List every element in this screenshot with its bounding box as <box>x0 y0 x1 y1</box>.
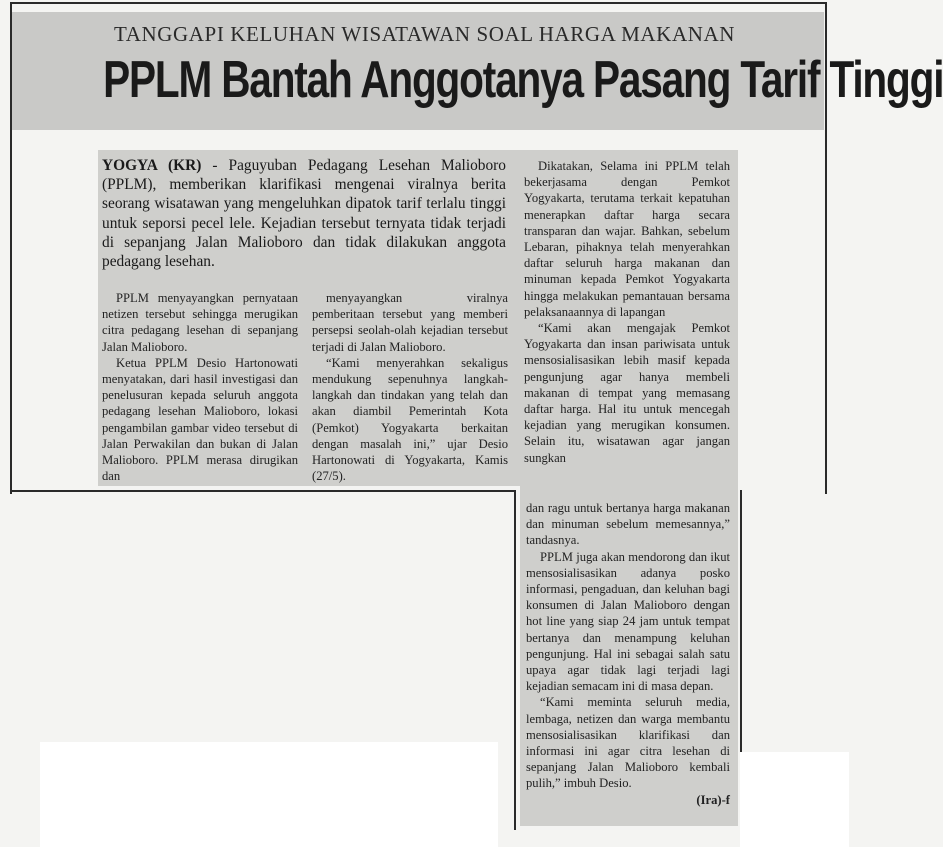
headline: PPLM Bantah Anggotanya Pasang Tarif Tinggi <box>103 51 943 109</box>
paragraph: “Kami akan mengajak Pemkot Yogyakarta dan insan pariwisata untuk mensosialisasikan lebih masif kepada pengunjung agar hanya membeli makanan di tempat yang memasang daftar harga. Hal itu untuk mencegah kejadian yang merugikan konsumen. Selain itu, wisatawan agar jangan sungkan <box>524 321 730 465</box>
body-column-3 <box>524 158 730 466</box>
paragraph: PPLM menyayangkan pernyataan netizen tersebut sehingga merugikan citra pedagang lesehan di sepanjang Jalan Malioboro. <box>102 291 298 354</box>
body-column-1 <box>102 290 298 484</box>
paragraph: PPLM juga akan mendorong dan ikut mensosialisasikan adanya posko informasi, pengaduan, dan keluhan bagi konsumen di Jalan Malioboro dengan hot line yang siap 24 jam untuk tempat bertanya dan menampung keluhan pengunjung. Hal ini sebagai salah satu upaya agar tidak lagi terjadi lagi kejadian semacam ini di masa depan. <box>526 549 730 694</box>
lead-paragraph <box>102 156 506 271</box>
paragraph: Dikatakan, Selama ini PPLM telah bekerjasama dengan Pemkot Yogyakarta, terutama terkait kepatuhan menerapkan daftar harga secara transparan dan wajar. Bahkan, sebelum Lebaran, pihaknya telah menyerahkan daftar seluruh harga makanan dan minuman kepada Pemkot Yogyakarta hingga melakukan pemantauan bersama pelaksanaannya di lapangan <box>524 159 730 319</box>
body-column-4 <box>526 500 730 808</box>
kicker: TANGGAPI KELUHAN WISATAWAN SOAL HARGA MAKANAN <box>113 22 736 46</box>
clipping-border-bottom <box>10 490 514 492</box>
paragraph: Ketua PPLM Desio Hartonowati menyatakan, dari hasil investigasi dan penelusuran kepada seluruh anggota pedagang lesehan Malioboro, lokasi pengambilan gambar video tersebut di Jalan Perwakilan dan bukan di Jalan Malioboro. PPLM merasa dirugikan dan <box>102 355 298 484</box>
byline-signature: (Ira)-f <box>696 792 730 807</box>
body-column-2 <box>312 290 508 484</box>
paragraph: “Kami meminta seluruh media, lembaga, netizen dan warga membantu mensosialisasikan klarifikasi dan informasi ini agar citra lesehan di sepanjang Jalan Malioboro kembali pulih,” imbuh Desio. <box>526 695 730 791</box>
lead-text: - Paguyuban Pedagang Lesehan Malioboro (PPLM), memberikan klarifikasi mengenai viralnya berita seorang wisatawan yang mengeluhkan dipatok tarif terlalu tinggi untuk seporsi pecel lele. Kejadian tersebut ternyata tidak terjadi di sepanjang Jalan Malioboro dan tidak dilakukan anggota pedagang lesehan. <box>102 157 506 271</box>
dateline: YOGYA (KR) <box>102 157 202 174</box>
blank-area <box>40 742 498 847</box>
paragraph: “Kami menyerahkan sekaligus mendukung sepenuhnya langkah-langkah dan tindakan yang telah dan akan diambil Pemerintah Kota (Pemkot) Yogyakarta berkaitan dengan masalah ini,” ujar Desio Hartonowati di Yogyakarta, Kamis (27/5). <box>312 355 508 484</box>
blank-area-right <box>740 752 849 847</box>
paragraph: dan ragu untuk bertanya harga makanan dan minuman sebelum memesannya,” tandasnya. <box>526 501 730 548</box>
paragraph: menyayangkan viralnya pemberitaan tersebut yang memberi persepsi seolah-olah kejadian tersebut terjadi di Jalan Malioboro. <box>312 291 508 354</box>
